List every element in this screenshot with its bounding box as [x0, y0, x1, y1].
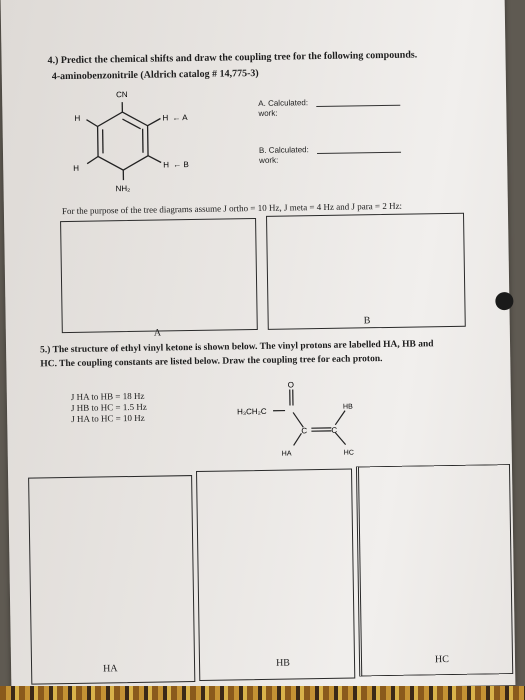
tree-box-a[interactable] [60, 218, 258, 333]
h-label-top-left: H [74, 113, 81, 123]
binder-hole [495, 292, 513, 310]
cn-label: CN [116, 90, 128, 100]
q5-line2: HC. The coupling constants are listed below. Draw the coupling tree for each proton. [40, 354, 383, 370]
coupling-ha-hc: J HA to HC = 10 Hz [71, 412, 145, 424]
q4-prompt: Predict the chemical shifts and draw the coupling tree for the following compounds. [60, 49, 418, 67]
calc-a-label: A. Calculated: [258, 98, 309, 108]
calc-b-label: B. Calculated: [258, 145, 309, 155]
coupling-hb-hc: J HB to HC = 1.5 Hz [70, 401, 147, 413]
tree-note: For the purpose of the tree diagrams assume J ortho = 10 Hz, J meta = 4 Hz and J para = 2 Hz: [61, 200, 403, 217]
calc-b-work: work: [259, 155, 279, 165]
box-ha-label: HA [103, 663, 118, 675]
q5-line1 [40, 339, 434, 355]
hb-proton-label: HB [342, 403, 353, 411]
q4-compound-name: 4-aminobenzonitrile (Aldrich catalog # 14,775-3) [51, 67, 259, 83]
tree-box-hb[interactable] [196, 469, 355, 681]
box-hc-label: HC [434, 654, 449, 666]
ha-label: H [162, 113, 169, 123]
vinyl-carbon-1: C [301, 426, 308, 436]
ha-proton-label: HA [281, 450, 292, 458]
ethyl-group-label: H₃CH₂C [237, 406, 267, 417]
calc-a-blank[interactable] [316, 105, 400, 107]
q5-number: 5.) [40, 345, 51, 356]
vinyl-carbon-2: C [331, 425, 338, 435]
hb-label: H [163, 160, 170, 170]
box-b-label: B [363, 315, 371, 327]
q5-line1-text: The structure of ethyl vinyl ketone is shown below. The vinyl protons are labelled HA, HB and [52, 339, 434, 356]
box-a-label: A [153, 327, 162, 339]
box-hb-label: HB [275, 657, 291, 669]
arrow-b-label: ← B [173, 160, 189, 170]
q4-number: 4.) [47, 55, 59, 67]
nh2-label: NH₂ [115, 183, 131, 194]
calc-b-blank[interactable] [317, 152, 401, 154]
tree-box-ha[interactable] [28, 475, 195, 685]
coupling-ha-hb: J HA to HB = 18 Hz [70, 390, 145, 402]
hc-proton-label: HC [343, 449, 354, 457]
tree-box-hc[interactable] [356, 464, 513, 676]
ethyl-vinyl-ketone-structure [235, 378, 386, 460]
aminobenzonitrile-structure [62, 82, 244, 205]
fabric-background-strip [0, 686, 525, 700]
oxygen-label: O [287, 380, 294, 390]
calc-a-work: work: [258, 108, 278, 118]
h-label-bottom-left: H [73, 163, 80, 173]
tree-box-b[interactable] [266, 213, 466, 330]
worksheet-page [1, 0, 516, 693]
q4-header [47, 49, 417, 66]
arrow-a-label: ← A [172, 113, 188, 123]
